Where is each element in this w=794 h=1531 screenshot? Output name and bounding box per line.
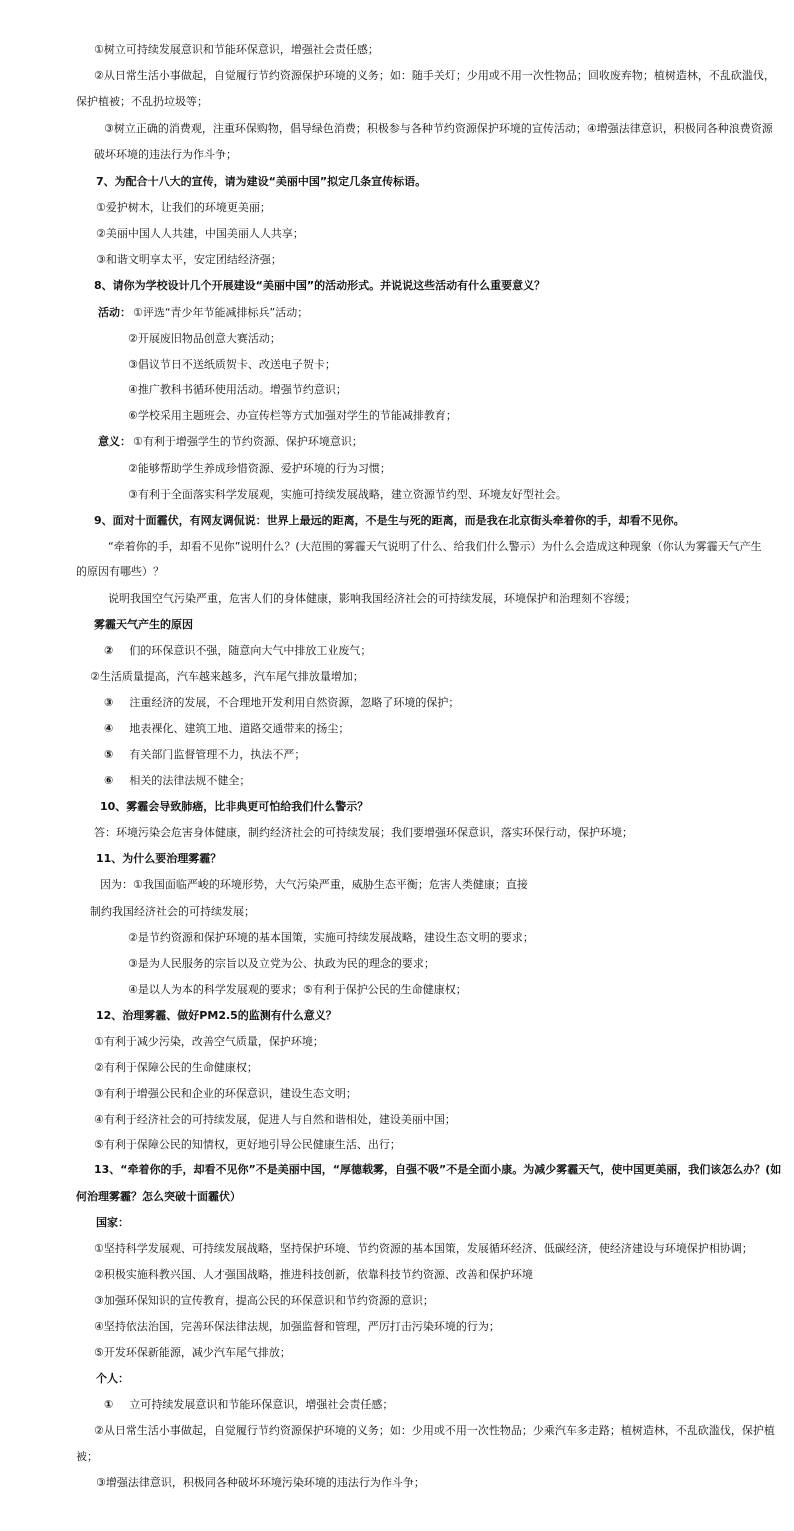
line-text: ②从日常生活小事做起，自觉履行节约资源保护环境的义务；如：少用或不用一次性物品；少乘汽车多走路；植树造林，不乱砍滥伐，保护植 [94, 1424, 775, 1437]
text-line [94, 1061, 258, 1075]
line-text: ④是以人为本的科学发展观的要求；⑤有利于保护公民的生命健康权； [128, 983, 467, 996]
text-line [98, 306, 308, 320]
text-line [76, 1450, 98, 1464]
line-text: ④推广教科书循环使用活动。增强节约意识； [128, 383, 347, 396]
text-line [98, 435, 363, 449]
text-line [94, 148, 237, 162]
line-text: ②从日常生活小事做起，自觉履行节约资源保护环境的义务；如：随手关灯；少用或不用一次性物品；回收废弃物；植树造林，不乱砍滥伐， [94, 69, 775, 82]
text-line [94, 826, 633, 840]
line-text: ②开展废旧物品创意大赛活动； [128, 332, 281, 345]
line-text: 13、“牵着你的手，却看不见你”不是美丽中国，“厚德载雾，自强不吸”不是全面小康。为减少雾霾天气，使中国更美丽，我们该怎么办？(如 [94, 1163, 782, 1176]
line-lead-label: ② [104, 644, 114, 657]
text-line [104, 1398, 393, 1412]
line-text: ⑤开发环保新能源，减少汽车尾气排放； [94, 1346, 291, 1359]
text-line [94, 1242, 753, 1256]
text-line [104, 696, 459, 710]
text-line [128, 409, 457, 423]
text-line [104, 722, 349, 736]
line-text: ①树立可持续发展意识和节能环保意识，增强社会责任感； [94, 43, 379, 56]
text-line [96, 1009, 337, 1023]
line-lead-label: ⑥ [104, 774, 114, 787]
line-text: ③树立正确的消费观，注重环保购物，倡导绿色消费；积极参与各种节约资源保护环境的宣传活动；④增强法律意识，积极同各种浪费资源 [104, 122, 773, 135]
text-line [94, 1138, 401, 1152]
text-line [94, 618, 193, 632]
line-lead-label: 活动： [98, 306, 131, 319]
text-line [90, 670, 364, 684]
line-text: ③加强环保知识的宣传教育，提高公民的环保意识和节约资源的意识； [94, 1294, 434, 1307]
line-text: ②能够帮助学生养成珍惜资源、爱护环境的行为习惯； [128, 462, 391, 475]
text-line [128, 358, 336, 372]
text-line [104, 774, 250, 788]
text-line [108, 540, 762, 554]
text-line [104, 122, 773, 136]
line-text: ④坚持依法治国，完善环保法律法规，加强监督和管理，严厉打击污染环境的行为； [94, 1320, 500, 1333]
text-line [128, 983, 467, 997]
line-text: 10、雾霾会导致肺癌，比非典更可怕给我们什么警示？ [100, 800, 369, 813]
text-line [94, 43, 379, 57]
line-text: 何治理雾霾？怎么突破十面霾伏） [76, 1190, 241, 1203]
line-text: ③有利于全面落实科学发展观，实施可持续发展战略，建立资源节约型、环境友好型社会。 [128, 488, 567, 501]
line-text: ②有利于保障公民的生命健康权； [94, 1061, 258, 1074]
line-text: ②积极实施科教兴国、人才强国战略，推进科技创新，依靠科技节约资源、改善和保护环境 [94, 1268, 533, 1281]
text-line [104, 644, 371, 658]
text-line [96, 175, 426, 189]
line-text: ①坚持科学发展观、可持续发展战略，坚持保护环境、节约资源的基本国策，发展循环经济、低碳经济，使经济建设与环境保护相协调； [94, 1242, 753, 1255]
text-line [90, 905, 255, 919]
text-line [96, 852, 221, 866]
line-text: ③和谐文明享太平，安定团结经济强； [96, 253, 282, 266]
text-line [96, 201, 271, 215]
line-text: 8、请你为学校设计几个开展建设“美丽中国”的活动形式。并说说这些活动有什么重要意义？ [94, 279, 546, 292]
text-line [76, 95, 208, 109]
text-line [94, 514, 685, 528]
text-line [96, 1372, 129, 1386]
line-lead-label: 意义： [98, 435, 131, 448]
text-line [94, 1163, 781, 1177]
text-line [94, 1113, 456, 1127]
line-lead-label: ④ [104, 722, 114, 735]
line-text: “牵着你的手，却看不见你”说明什么？(大范围的雾霾天气说明了什么、给我们什么警示）为什么会造成这种现象（你认为雾霾天气产生 [108, 540, 762, 553]
text-line [128, 957, 435, 971]
text-line [96, 227, 304, 241]
line-text: 有关部门监督管理不力，执法不严； [129, 748, 306, 761]
text-line [100, 878, 528, 892]
line-text: 11、为什么要治理雾霾？ [96, 852, 222, 865]
text-line [94, 1087, 357, 1101]
line-text: 地表裸化、建筑工地、道路交通带来的扬尘； [129, 722, 350, 735]
line-text: 答：环境污染会危害身体健康，制约经济社会的可持续发展；我们要增强环保意识，落实环保行动，保护环境； [94, 826, 633, 839]
text-line [96, 253, 282, 267]
text-line [76, 1190, 241, 1204]
line-text: 制约我国经济社会的可持续发展； [90, 905, 255, 918]
line-lead-label: ⑤ [104, 748, 114, 761]
text-line [94, 279, 545, 293]
line-text: ③倡议节日不送纸质贺卡、改送电子贺卡； [128, 358, 336, 371]
line-text: ③是为人民服务的宗旨以及立党为公、执政为民的理念的要求； [128, 957, 435, 970]
text-line [94, 1294, 434, 1308]
line-text: ①爱护树木，让我们的环境更美丽； [96, 201, 271, 214]
line-lead-label: ③ [104, 696, 114, 709]
line-text: ⑤有利于保障公民的知情权，更好地引导公民健康生活、出行； [94, 1138, 401, 1151]
line-text: 12、治理雾霾、做好PM2.5的监测有什么意义？ [96, 1009, 337, 1022]
line-text: 雾霾天气产生的原因 [94, 618, 193, 631]
text-line [76, 565, 164, 579]
text-line [104, 748, 305, 762]
line-text: 国家： [96, 1216, 129, 1229]
line-text: 的原因有哪些）？ [76, 565, 164, 578]
text-line [94, 69, 775, 83]
text-line [128, 332, 281, 346]
line-text: ①评选“青少年节能减排标兵”活动； [133, 306, 309, 319]
line-text: 因为：①我国面临严峻的环境形势，大气污染严重，威胁生态平衡；危害人类健康；直接 [100, 878, 528, 891]
line-text: ②是节约资源和保护环境的基本国策，实施可持续发展战略，建设生态文明的要求； [128, 931, 534, 944]
text-line [108, 592, 636, 606]
line-text: 7、为配合十八大的宣传，请为建设“美丽中国”拟定几条宣传标语。 [96, 175, 427, 188]
text-line [94, 1035, 324, 1049]
line-text: 们的环保意识不强，随意向大气中排放工业废气； [129, 644, 372, 657]
line-lead-label: ① [104, 1398, 114, 1411]
line-text: ⑥学校采用主题班会、办宣传栏等方式加强对学生的节能减排教育； [128, 409, 457, 422]
line-text: ②生活质量提高，汽车越来越多，汽车尾气排放量增加； [90, 670, 364, 683]
line-text: ③有利于增强公民和企业的环保意识，建设生态文明； [94, 1087, 357, 1100]
text-line [128, 931, 534, 945]
text-line [94, 1346, 291, 1360]
text-line [128, 462, 391, 476]
text-line [94, 1424, 775, 1438]
line-text: ④有利于经济社会的可持续发展，促进人与自然和谐相处，建设美丽中国； [94, 1113, 456, 1126]
text-line [96, 1476, 425, 1490]
text-line [94, 1320, 500, 1334]
line-text: 保护植被；不乱扔垃圾等； [76, 95, 208, 108]
text-line [128, 383, 347, 397]
line-text: ①有利于减少污染，改善空气质量，保护环境； [94, 1035, 324, 1048]
line-text: 相关的法律法规不健全； [129, 774, 251, 787]
line-text: ②美丽中国人人共建，中国美丽人人共享； [96, 227, 304, 240]
line-text: ①有利于增强学生的节约资源、保护环境意识； [133, 435, 363, 448]
line-text: 被； [76, 1450, 98, 1463]
line-text: ③增强法律意识，积极同各种破坏环境污染环境的违法行为作斗争； [96, 1476, 425, 1489]
text-line [100, 800, 368, 814]
text-line [94, 1268, 533, 1282]
line-text: 注重经济的发展，不合理地开发利用自然资源，忽略了环境的保护； [129, 696, 460, 709]
line-text: 说明我国空气污染严重，危害人们的身体健康，影响我国经济社会的可持续发展，环境保护和治理刻不容缓； [108, 592, 636, 605]
text-line [96, 1216, 129, 1230]
line-text: 9、面对十面霾伏，有网友调侃说：世界上最远的距离，不是生与死的距离，而是我在北京街头牵着你的手，却看不见你。 [94, 514, 685, 527]
line-text: 立可持续发展意识和节能环保意识，增强社会责任感； [129, 1398, 394, 1411]
line-text: 个人： [96, 1372, 129, 1385]
text-line [128, 488, 567, 502]
line-text: 破坏环境的违法行为作斗争； [94, 148, 237, 161]
